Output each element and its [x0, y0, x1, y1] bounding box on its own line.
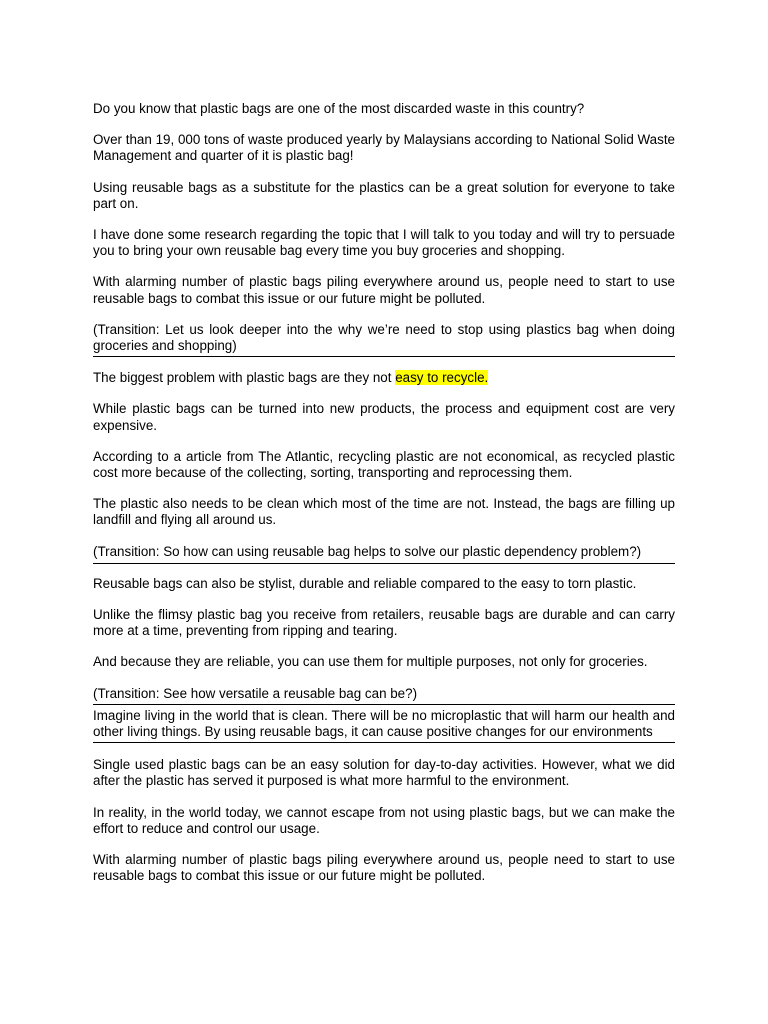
- paragraph-research: I have done some research regarding the topic that I will talk to you today and will try to persuade you to bring your own reusable bag every time you buy groceries and shopping.: [93, 227, 675, 259]
- divider-rule: [93, 356, 675, 357]
- divider-rule: [93, 704, 675, 705]
- transition-1: (Transition: Let us look deeper into the why we’re need to stop using plastics bag when doing groceries and shopping): [93, 321, 675, 354]
- paragraph-recycle-problem: [93, 370, 675, 386]
- paragraph-thesis: With alarming number of plastic bags piling everywhere around us, people need to start to use reusable bags to combat this issue or our future might be polluted.: [93, 274, 675, 306]
- paragraph-single-used: Single used plastic bags can be an easy solution for day-to-day activities. However, what we did after the plastic has served it purposed is what more harmful to the environment.: [93, 757, 675, 789]
- paragraph-stylish: Reusable bags can also be stylist, durable and reliable compared to the easy to torn plastic.: [93, 575, 637, 591]
- transition-2: (Transition: So how can using reusable bag helps to solve our plastic dependency problem?): [93, 543, 642, 559]
- paragraph-cost: While plastic bags can be turned into new products, the process and equipment cost are very expensive.: [93, 401, 675, 433]
- paragraph-landfill: The plastic also needs to be clean which most of the time are not. Instead, the bags are filling up landfill and flying all around us.: [93, 496, 675, 528]
- document-page: [93, 101, 675, 900]
- highlighted-text: easy to recycle.: [395, 370, 489, 386]
- divider-rule: [93, 742, 675, 743]
- paragraph-solution: Using reusable bags as a substitute for the plastics can be a great solution for everyone to take part on.: [93, 179, 675, 211]
- paragraph-imagine: Imagine living in the world that is clean. There will be no microplastic that will harm our health and other living things. By using reusable bags, it can cause positive changes for our environments: [93, 707, 675, 740]
- divider-rule: [93, 563, 675, 564]
- paragraph-conclusion: With alarming number of plastic bags piling everywhere around us, people need to start to use reusable bags to combat this issue or our future might be polluted.: [93, 852, 675, 884]
- paragraph-atlantic: According to a article from The Atlantic, recycling plastic are not economical, as recycled plastic cost more because of the collecting, sorting, transporting and reprocessing them.: [93, 448, 675, 481]
- paragraph-reliable: And because they are reliable, you can use them for multiple purposes, not only for groceries.: [93, 654, 648, 670]
- transition-3: (Transition: See how versatile a reusable bag can be?): [93, 685, 418, 701]
- paragraph-recycle-prefix: The biggest problem with plastic bags are they not: [93, 370, 396, 386]
- paragraph-intro-question: Do you know that plastic bags are one of the most discarded waste in this country?: [93, 101, 585, 116]
- paragraph-durable: Unlike the flimsy plastic bag you receive from retailers, reusable bags are durable and can carry more at a time, preventing from ripping and tearing.: [93, 607, 675, 639]
- paragraph-statistics: Over than 19, 000 tons of waste produced yearly by Malaysians according to National Solid Waste Management and quarter of it is plastic bag!: [93, 132, 675, 164]
- paragraph-reality: In reality, in the world today, we cannot escape from not using plastic bags, but we can make the effort to reduce and control our usage.: [93, 804, 675, 836]
